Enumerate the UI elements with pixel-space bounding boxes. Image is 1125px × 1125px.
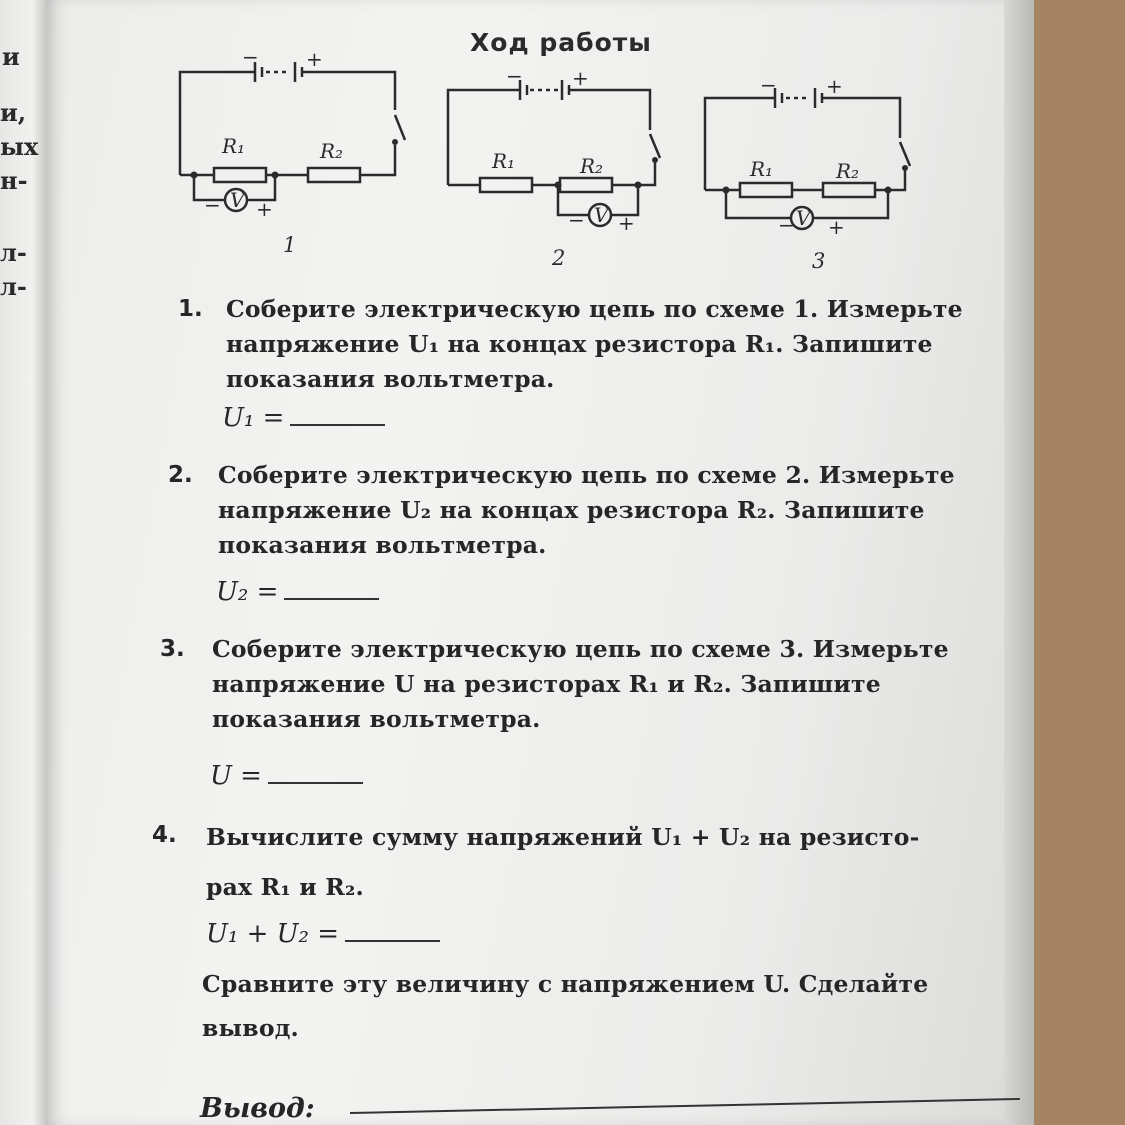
task-line: Сравните эту величину с напряжением U. Сделайте bbox=[202, 970, 929, 998]
minus-sign: − bbox=[778, 213, 795, 237]
battery-plus: + bbox=[306, 50, 323, 71]
task-line: Соберите электрическую цепь по схеме 3. Измерьте bbox=[212, 635, 949, 663]
left-page-fragment: н- bbox=[0, 166, 28, 195]
plus-sign: + bbox=[256, 197, 273, 221]
r1-label: R₁ bbox=[750, 157, 774, 181]
answer-label: U₁ = bbox=[222, 403, 285, 433]
voltmeter-label: V bbox=[230, 188, 245, 212]
answer-u bbox=[210, 758, 363, 791]
left-page-fragment: л- bbox=[0, 238, 27, 267]
task-line: Соберите электрическую цепь по схеме 1. Измерьте bbox=[226, 295, 963, 323]
task-number: 2. bbox=[168, 462, 193, 488]
answer-blank[interactable] bbox=[345, 916, 440, 942]
answer-blank[interactable] bbox=[268, 758, 363, 784]
task-4-text bbox=[206, 812, 920, 912]
r2-label: R₂ bbox=[580, 154, 604, 178]
answer-label: U₁ + U₂ = bbox=[206, 919, 340, 949]
task-line: напряжение U на резисторах R₁ и R₂. Запишите bbox=[212, 670, 881, 698]
task-line: вывод. bbox=[202, 1014, 299, 1042]
task-1-text bbox=[226, 292, 963, 397]
task-4-followup bbox=[202, 962, 928, 1050]
battery-minus: − bbox=[506, 64, 523, 88]
answer-blank[interactable] bbox=[284, 574, 379, 600]
task-2-text bbox=[218, 458, 955, 563]
answer-u2 bbox=[216, 574, 379, 607]
voltmeter-label: V bbox=[594, 203, 609, 227]
scheme-number: 3 bbox=[812, 249, 826, 273]
voltmeter-label: V bbox=[796, 206, 811, 230]
minus-sign: − bbox=[204, 193, 221, 217]
answer-u1 bbox=[222, 400, 385, 433]
battery-minus: − bbox=[242, 50, 259, 69]
page-heading: Ход работы bbox=[470, 28, 652, 57]
task-3-text bbox=[212, 632, 949, 737]
battery-plus: + bbox=[826, 74, 843, 98]
r2-label: R₂ bbox=[836, 159, 860, 183]
r2-label: R₂ bbox=[320, 139, 344, 163]
r1-label: R₁ bbox=[492, 149, 516, 173]
task-line: Соберите электрическую цепь по схеме 2. Измерьте bbox=[218, 461, 955, 489]
left-page-fragment: л- bbox=[0, 272, 27, 301]
conclusion-label: Вывод: bbox=[200, 1093, 315, 1124]
circuit-2 bbox=[448, 80, 660, 226]
task-line: показания вольтметра. bbox=[226, 365, 555, 393]
battery-plus: + bbox=[572, 66, 589, 90]
task-line: напряжение U₂ на концах резистора R₂. Запишите bbox=[218, 496, 925, 524]
scheme-number: 1 bbox=[283, 233, 297, 257]
task-line: показания вольтметра. bbox=[212, 705, 541, 733]
answer-blank[interactable] bbox=[290, 400, 385, 426]
minus-sign: − bbox=[568, 208, 585, 232]
circuit-diagrams bbox=[160, 50, 930, 290]
task-number: 4. bbox=[152, 822, 177, 848]
task-number: 3. bbox=[160, 636, 185, 662]
left-page-fragment: и bbox=[2, 42, 20, 71]
battery-minus: − bbox=[760, 73, 777, 97]
left-page-fragment: ых bbox=[0, 132, 39, 161]
scheme-number: 2 bbox=[552, 246, 566, 270]
left-page-fragment: и, bbox=[0, 98, 27, 127]
book-spine bbox=[1004, 0, 1034, 1125]
r1-label: R₁ bbox=[222, 134, 246, 158]
task-line: напряжение U₁ на концах резистора R₁. Запишите bbox=[226, 330, 933, 358]
answer-sum bbox=[206, 916, 440, 949]
circuit-1 bbox=[180, 62, 405, 211]
answer-label: U = bbox=[210, 761, 262, 791]
task-line: рах R₁ и R₂. bbox=[206, 873, 364, 901]
plus-sign: + bbox=[828, 215, 845, 239]
task-line: Вычислите сумму напряжений U₁ + U₂ на резисто- bbox=[206, 823, 920, 851]
left-page-edge bbox=[0, 0, 46, 1125]
task-line: показания вольтметра. bbox=[218, 531, 547, 559]
plus-sign: + bbox=[618, 211, 635, 235]
task-number: 1. bbox=[178, 296, 203, 322]
answer-label: U₂ = bbox=[216, 577, 279, 607]
